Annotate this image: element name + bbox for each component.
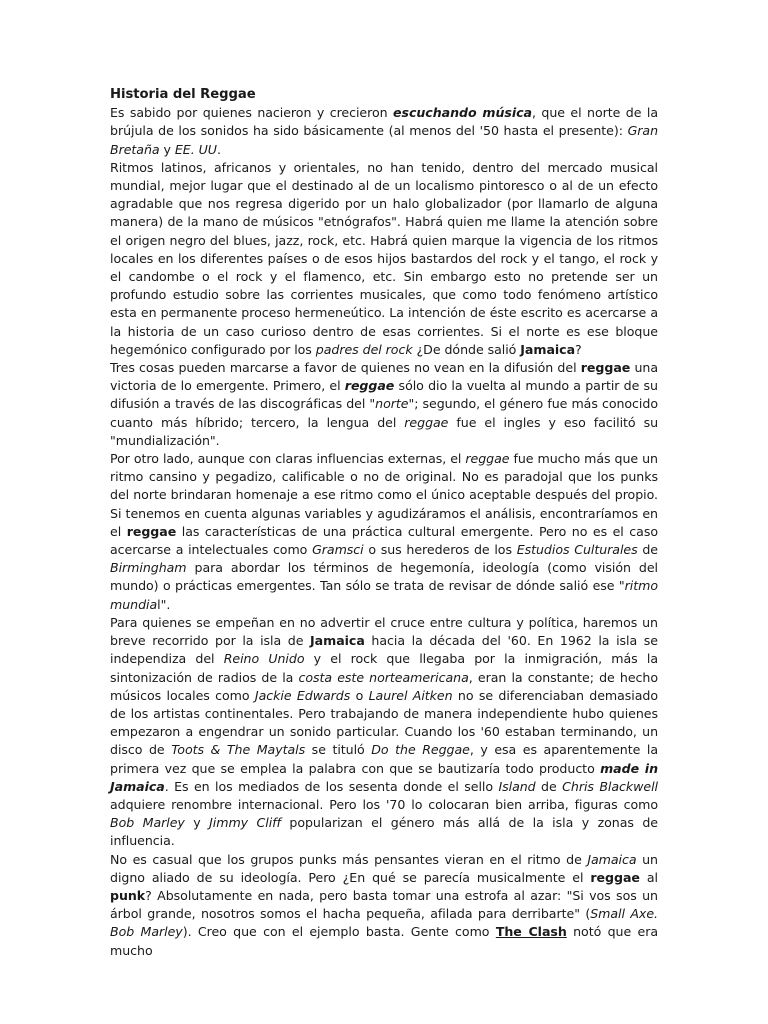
bold-text: Jamaica [520,341,576,357]
text-run: , eran la constante; de hecho músicos locales como [110,669,658,703]
bold-text: reggae [590,869,640,885]
italic-text: Birmingham [110,560,187,576]
text-run: y [184,815,210,831]
text-run: una victoria de lo emergente. Primero, el [110,360,658,394]
italic-text: padres del rock [315,341,413,357]
text-run: ? [575,341,582,357]
bold-text: made in Jamaica [110,760,658,794]
text-run: sólo dio la vuelta al mundo a partir de su difusión a través de las discográficas del " [110,378,658,412]
text-run: un digno aliado de su ideología. Pero ¿En qué se parecía musicalmente el [110,851,658,885]
text-run: o [350,687,369,703]
italic-text: Chris Blackwell [562,778,659,794]
text-run: popularizan el género más allá de la isla y zonas de influencia. [110,815,658,849]
text-run: no se diferenciaban demasiado de los artistas continentales. Pero trabajando de manera independiente hubo quienes empezaron a engendrar un sonido particular. Cuando los '60 estaban terminando, un disco de [110,687,659,758]
italic-text: Gramsci [312,542,364,558]
italic-text: Jimmy Cliff [209,815,281,831]
bold-text: reggae [580,360,631,376]
italic-text: norte [375,396,409,412]
text-run: l". [157,596,171,612]
italic-text: EE. UU [174,141,217,157]
text-run: , y esa es aparentemente la primera vez que se emplea la palabra con que se bautizaría todo producto [110,742,659,776]
paragraph [110,159,658,359]
bold-text: punk [110,887,146,903]
italic-text: Bob Marley [110,815,185,831]
text-run: , que el norte de la brújula de los sonidos ha sido básicamente (al menos del '50 hasta el presente): [110,105,658,139]
bold-text: Jamaica [310,633,365,649]
text-run: . Es en los mediados de los sesenta donde el sello [164,778,499,794]
text-run: al [639,869,658,885]
text-run: de [535,778,563,794]
text-run: notó que era mucho [110,924,658,958]
paragraph [110,450,658,614]
italic-text: reggae [404,414,449,430]
text-run: "; segundo, el género fue más conocido cuanto más híbrido; tercero, la lengua del [110,396,658,430]
text-run: Es sabido por quienes nacieron y crecieron [110,105,394,121]
text-run: o sus herederos de los [363,542,517,558]
italic-text: costa este norteamericana [298,669,469,685]
text-run: adquiere renombre internacional. Pero los '70 lo colocaran bien arriba, figuras como [110,796,658,812]
text-run: para abordar los términos de hegemonía, ideología (como visión del mundo) o prácticas emergentes. Tan sólo se trata de revisar de dónde salió ese " [110,560,658,594]
text-run: ). Creo que con el ejemplo basta. Gente como [182,924,496,940]
text-run: y el rock que llegaba por la inmigración, más la sintonización de radios de la [110,651,658,685]
text-run: Por otro lado, aunque con claras influencias externas, el [110,451,466,467]
text-run: Tres cosas pueden marcarse a favor de quienes no vean en la difusión del [110,360,581,376]
italic-text: Gran Bretaña [110,123,658,157]
italic-text: Island [498,778,536,794]
italic-text: Reino Unido [223,651,305,667]
document-body [110,104,658,960]
italic-text: reggae [465,451,510,467]
text-run: Para quienes se empeñan en no advertir el cruce entre cultura y política, haremos un breve recorrido por la isla de [110,614,658,649]
paragraph [110,851,658,960]
italic-text: ritmo mundia [110,578,658,612]
document-page [110,86,658,960]
bold-text: escuchando música [393,105,532,121]
italic-text: Laurel Aitken [368,687,453,703]
bold-text: reggae [126,523,177,539]
text-run: fue mucho más que un ritmo cansino y pegadizo, calificable o no de original. No es paradojal que los punks del norte brindaran homenaje a ese ritmo como el único aceptable después del propio. Si tenemos en cuenta algunas variables y agudizáramos el análisis, encontraríamos en el [110,451,658,539]
italic-text: Jamaica [587,851,637,867]
underlined-text: The Clash [495,924,567,940]
text-run: ? Absolutamente en nada, pero basta tomar una estrofa al azar: "Si vos sos un árbol grande, nosotros somos el hacha pequeña, afilada para derribarte" ( [110,887,658,922]
text-run: fue el ingles y eso facilitó su "mundialización". [110,414,659,448]
text-run: de [637,542,658,558]
text-run: ¿De dónde salió [412,341,521,357]
text-run: . [216,141,221,157]
paragraph [110,104,658,159]
text-run: se tituló [305,742,372,758]
text-run: las características de una práctica cultural emergente. Pero no es el caso acercarse a intelectuales como [110,523,658,558]
italic-text: Jackie Edwards [254,687,351,703]
paragraph [110,614,658,851]
text-run: Ritmos latinos, africanos y orientales, no han tenido, dentro del mercado musical mundial, mejor lugar que el destinado al de un localismo pintoresco o al de un efecto agradable que nos regresa digerido por un halo globalizador (por llamarlo de alguna manera) de la mano de músicos "etnógrafos". Habrá quien me llame la atención sobre el origen negro del blues, jazz, rock, etc. Habrá quien marque la vigencia de los ritmos locales en los diferentes países o de esos hijos bastardos del rock y el tango, el rock y el candombe o el rock y el flamenco, etc. Sin embargo esto no pretende ser un profundo estudio sobre las corrientes musicales, que como todo fenómeno artístico esta en permanente proceso hermeneútico. La intención de éste escrito es acercarse a la historia de un caso curioso dentro de esas corrientes. Si el norte es ese bloque hegemónico configurado por los [110,159,658,357]
document-title: Historia del Reggae [110,87,256,102]
text-run: No es casual que los grupos punks más pensantes vieran en el ritmo de [110,851,588,867]
italic-text: Toots & The Maytals [171,742,306,758]
italic-text: Small Axe. Bob Marley [110,906,658,940]
italic-text: Estudios Culturales [516,542,638,558]
text-run: y [159,141,175,157]
text-run: hacia la década del '60. En 1962 la isla se independiza del [110,633,658,667]
italic-text: Do the Reggae [371,742,470,758]
paragraph [110,359,658,450]
bold-text: reggae [344,378,395,394]
